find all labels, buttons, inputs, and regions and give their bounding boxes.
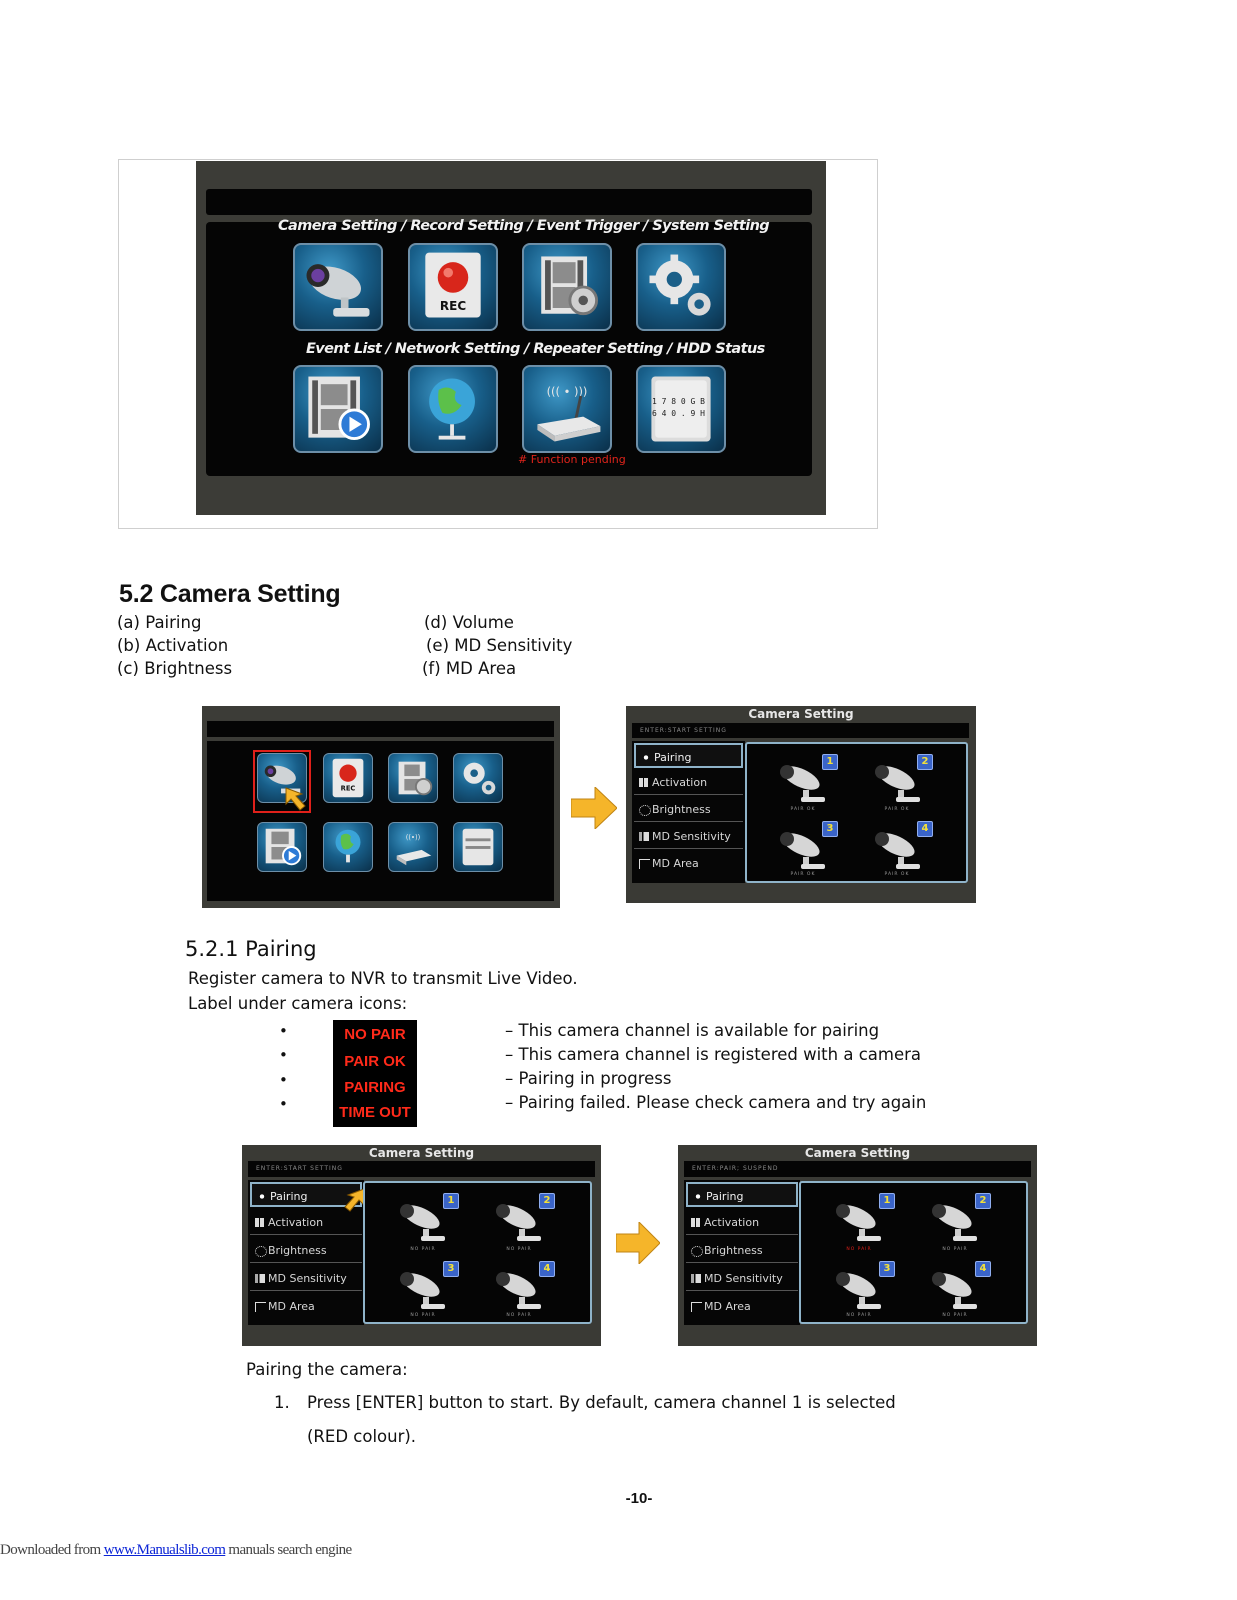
option-activation: (b) Activation <box>117 636 229 655</box>
channel-number-4: 4 <box>539 1261 555 1277</box>
status-badges <box>333 1020 417 1127</box>
menu-item-brightness[interactable] <box>250 1238 362 1263</box>
download-footer <box>0 1542 352 1559</box>
hdd-usage-text: 6 4 0 . 9 H <box>652 409 705 418</box>
menu-item-label: MD Area <box>268 1300 315 1313</box>
settings-menu <box>632 741 745 883</box>
video-play-icon <box>258 823 306 871</box>
menu-item-label: Pairing <box>654 751 692 764</box>
channel-3-status: NO PAIR <box>410 1313 436 1318</box>
gears-icon <box>454 754 502 802</box>
bullet: • <box>279 1071 288 1089</box>
mini-event-list-tile[interactable] <box>257 822 307 872</box>
badge-time-out: TIME OUT <box>339 1104 411 1121</box>
globe-network-icon <box>410 367 496 451</box>
menu-item-activation[interactable] <box>686 1210 798 1235</box>
camera-channel-grid <box>799 1181 1028 1324</box>
menu-item-label: Pairing <box>706 1190 744 1203</box>
repeater-setting-tile[interactable] <box>522 365 612 453</box>
mini-menu-title-bar <box>207 721 554 737</box>
step-1-number: 1. <box>274 1393 290 1412</box>
camera-channel-grid <box>363 1181 592 1324</box>
film-gear-icon <box>524 245 610 329</box>
channel-number-1: 1 <box>822 754 838 770</box>
record-setting-tile[interactable] <box>408 243 498 331</box>
menu-item-label: Activation <box>704 1216 760 1229</box>
channel-1-status-selected: NO PAIR <box>846 1247 872 1252</box>
film-gear-icon <box>389 754 437 802</box>
signal-icon <box>693 1192 703 1201</box>
signal-icon <box>641 753 651 762</box>
record-icon <box>410 245 496 329</box>
badge-pairing: PAIRING <box>344 1079 406 1096</box>
channel-4-status: NO PAIR <box>942 1313 968 1318</box>
channel-number-2: 2 <box>917 754 933 770</box>
hint-text: ENTER:START SETTING <box>256 1165 343 1172</box>
mini-record-setting-tile[interactable] <box>323 753 373 803</box>
menu-item-md-sensitivity[interactable] <box>250 1266 362 1291</box>
security-camera-icon <box>295 245 381 329</box>
system-setting-tile[interactable] <box>636 243 726 331</box>
main-menu-heading-top: Camera Setting / Record Setting / Event Trigger / System Setting <box>278 218 770 234</box>
bullet: • <box>279 1095 288 1113</box>
camera-setting-screen-no-pair <box>242 1145 601 1346</box>
svg-text:((•)): ((•)) <box>405 833 421 842</box>
menu-item-label: Brightness <box>652 803 711 816</box>
gears-icon <box>638 245 724 329</box>
menu-item-brightness[interactable] <box>686 1238 798 1263</box>
menu-item-md-area[interactable] <box>634 851 743 876</box>
channel-4-status: NO PAIR <box>506 1313 532 1318</box>
desc-pairing: – Pairing in progress <box>505 1069 672 1088</box>
wireless-router-icon <box>524 367 610 451</box>
channel-2-status: PAIR OK <box>884 807 910 812</box>
menu-item-pairing[interactable] <box>634 743 743 768</box>
channel-number-4: 4 <box>975 1261 991 1277</box>
desc-pair-ok: – This camera channel is registered with a camera <box>505 1045 922 1064</box>
motion-icon <box>255 1274 265 1283</box>
camera-channel-grid <box>745 742 968 883</box>
desc-no-pair: – This camera channel is available for pairing <box>505 1021 880 1040</box>
channel-4-status: PAIR OK <box>884 872 910 877</box>
badge-pair-ok: PAIR OK <box>344 1053 406 1070</box>
network-setting-tile[interactable] <box>408 365 498 453</box>
channel-number-2: 2 <box>539 1193 555 1209</box>
channel-number-4: 4 <box>917 821 933 837</box>
channel-2-status: NO PAIR <box>942 1247 968 1252</box>
subsection-title: 5.2.1 Pairing <box>185 937 317 961</box>
menu-item-md-area[interactable] <box>686 1294 798 1319</box>
menu-item-activation[interactable] <box>634 770 743 795</box>
hint-bar <box>684 1161 1031 1177</box>
channel-number-1: 1 <box>443 1193 459 1209</box>
option-volume: (d) Volume <box>424 613 514 632</box>
right-arrow-icon <box>616 1222 660 1264</box>
function-pending-note: # Function pending <box>518 453 626 466</box>
menu-item-md-area[interactable] <box>250 1294 362 1319</box>
footer-prefix: Downloaded from <box>0 1542 104 1558</box>
manualslib-link[interactable]: www.Manualslib.com <box>103 1542 226 1558</box>
settings-menu <box>684 1180 800 1325</box>
menu-item-label: Activation <box>652 776 708 789</box>
channel-2-status: NO PAIR <box>506 1247 532 1252</box>
screen-title: Camera Setting <box>368 1146 475 1160</box>
menu-item-label: MD Area <box>704 1300 751 1313</box>
grid-icon <box>639 778 649 787</box>
channel-1-status: PAIR OK <box>790 807 816 812</box>
motion-icon <box>691 1274 701 1283</box>
pairing-intro: Register camera to NVR to transmit Live Video. <box>188 969 578 988</box>
main-menu-title-bar <box>206 189 812 215</box>
sun-icon <box>691 1246 703 1257</box>
mini-repeater-setting-tile[interactable] <box>388 822 438 872</box>
menu-item-label: MD Sensitivity <box>652 830 731 843</box>
mini-hdd-status-tile[interactable] <box>453 822 503 872</box>
bullet: • <box>279 1046 288 1064</box>
menu-item-label: Pairing <box>270 1190 308 1203</box>
bullet: • <box>279 1022 288 1040</box>
menu-item-label: Activation <box>268 1216 324 1229</box>
main-menu-heading-bottom: Event List / Network Setting / Repeater Setting / HDD Status <box>306 341 765 357</box>
svg-text:((( • ))): ((( • ))) <box>546 384 588 399</box>
svg-text:REC: REC <box>340 784 356 793</box>
channel-number-3: 3 <box>822 821 838 837</box>
hint-bar <box>248 1161 595 1177</box>
cursor-arrow-icon <box>284 786 310 812</box>
footer-suffix: manuals search engine <box>225 1542 352 1558</box>
hdd-capacity-text: 1 7 8 0 G B <box>652 397 705 406</box>
hdd-status-tile[interactable] <box>636 365 726 453</box>
hdd-icon <box>454 823 502 871</box>
sun-icon <box>255 1246 267 1257</box>
area-icon <box>255 1302 266 1312</box>
signal-icon <box>257 1192 267 1201</box>
option-pairing: (a) Pairing <box>117 613 202 632</box>
area-icon <box>691 1302 702 1312</box>
hint-text: ENTER:PAIR; SUSPEND <box>692 1165 779 1172</box>
menu-item-brightness[interactable] <box>634 797 743 822</box>
motion-icon <box>639 832 649 841</box>
menu-item-md-sensitivity[interactable] <box>686 1266 798 1291</box>
menu-item-label: MD Area <box>652 857 699 870</box>
event-list-tile[interactable] <box>293 365 383 453</box>
video-play-icon <box>295 367 381 451</box>
camera-setting-screen-pairing <box>678 1145 1037 1346</box>
area-icon <box>639 859 650 869</box>
option-brightness: (c) Brightness <box>117 659 233 678</box>
channel-number-3: 3 <box>443 1261 459 1277</box>
screen-title: Camera Setting <box>804 1146 911 1160</box>
badge-no-pair: NO PAIR <box>344 1026 406 1043</box>
menu-item-activation[interactable] <box>250 1210 362 1235</box>
camera-setting-screen-pair-ok <box>626 706 976 903</box>
rec-label: REC <box>439 299 467 313</box>
channel-3-status: PAIR OK <box>790 872 816 877</box>
hint-text: ENTER:START SETTING <box>640 727 727 734</box>
option-md-area: (f) MD Area <box>422 659 517 678</box>
steps-intro: Pairing the camera: <box>246 1360 408 1379</box>
step-1-text: Press [ENTER] button to start. By default, camera channel 1 is selected <box>307 1393 896 1412</box>
label-intro: Label under camera icons: <box>188 994 408 1013</box>
option-md-sensitivity: (e) MD Sensitivity <box>426 636 573 655</box>
grid-icon <box>255 1218 265 1227</box>
step-1-text-continued: (RED colour). <box>307 1427 417 1446</box>
channel-number-3: 3 <box>879 1261 895 1277</box>
sun-icon <box>639 805 651 816</box>
mini-network-setting-tile[interactable] <box>323 822 373 872</box>
screen-title: Camera Setting <box>748 707 854 721</box>
menu-item-label: MD Sensitivity <box>268 1272 347 1285</box>
desc-time-out: – Pairing failed. Please check camera and try again <box>505 1093 927 1112</box>
menu-item-label: Brightness <box>704 1244 763 1257</box>
record-icon <box>324 754 372 802</box>
menu-item-md-sensitivity[interactable] <box>634 824 743 849</box>
channel-number-1: 1 <box>879 1193 895 1209</box>
mini-system-setting-tile[interactable] <box>453 753 503 803</box>
globe-network-icon <box>324 823 372 871</box>
channel-3-status: NO PAIR <box>846 1313 872 1318</box>
wireless-router-icon <box>389 823 437 871</box>
hint-bar <box>632 723 969 738</box>
mini-event-trigger-tile[interactable] <box>388 753 438 803</box>
section-title: 5.2 Camera Setting <box>119 580 341 608</box>
page-number: -10- <box>625 1490 653 1507</box>
menu-item-pairing[interactable] <box>686 1182 798 1207</box>
channel-1-status: NO PAIR <box>410 1247 436 1252</box>
grid-icon <box>691 1218 701 1227</box>
right-arrow-icon <box>571 787 617 829</box>
camera-setting-tile[interactable] <box>293 243 383 331</box>
event-trigger-tile[interactable] <box>522 243 612 331</box>
channel-number-2: 2 <box>975 1193 991 1209</box>
menu-item-label: MD Sensitivity <box>704 1272 783 1285</box>
menu-item-label: Brightness <box>268 1244 327 1257</box>
